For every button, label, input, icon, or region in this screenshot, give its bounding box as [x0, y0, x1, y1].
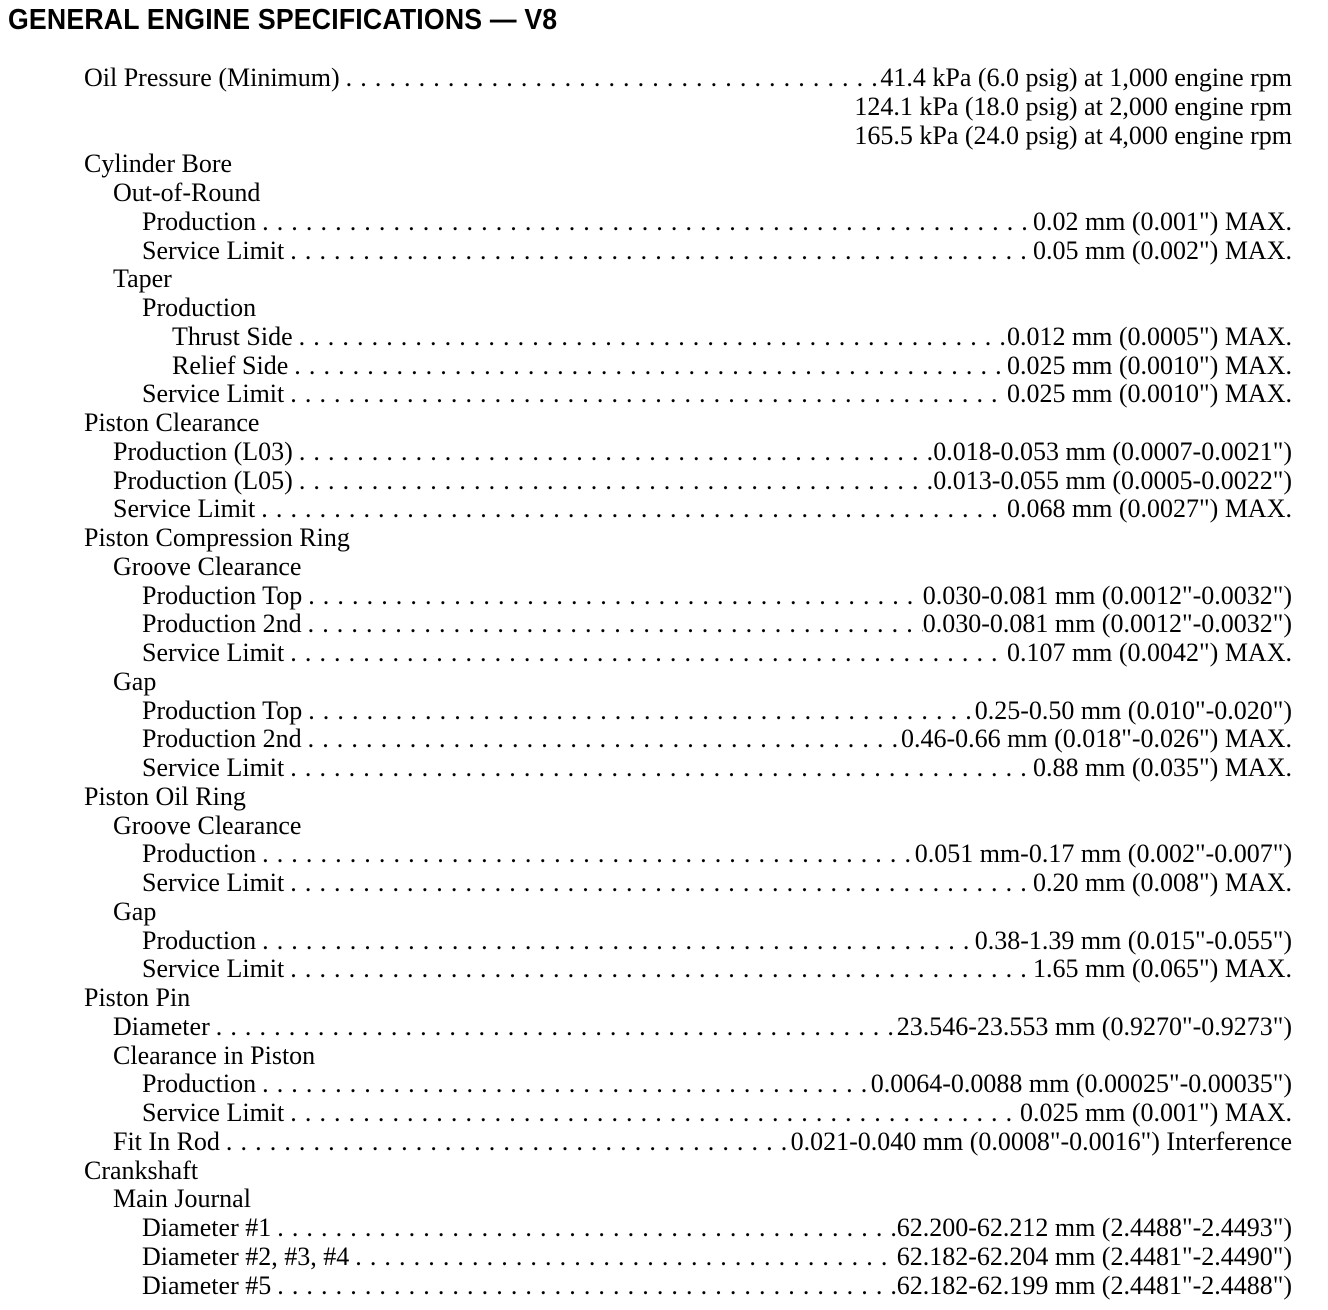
- dot-leader: [288, 352, 1007, 381]
- spec-label: Service Limit: [142, 236, 285, 265]
- spec-value: 0.20 mm (0.008") MAX.: [1032, 869, 1292, 897]
- spec-row: [84, 352, 1292, 381]
- spec-label: Fit In Rod: [113, 1127, 220, 1156]
- dot-leader: [284, 1099, 1020, 1128]
- spec-label: Out-of-Round: [113, 179, 261, 207]
- spec-row: [84, 265, 1292, 294]
- spec-value: 62.182-62.199 mm (2.4481"-2.4488"): [896, 1271, 1292, 1300]
- spec-label: Production Top: [142, 696, 303, 725]
- dot-leader: [293, 438, 933, 467]
- dot-leader: [256, 927, 975, 956]
- spec-value: 0.107 mm (0.0042") MAX.: [1006, 639, 1292, 667]
- dot-leader: [302, 582, 922, 611]
- spec-row: [84, 754, 1292, 783]
- spec-row: [84, 467, 1292, 496]
- spec-value: 41.4 kPa (6.0 psig) at 1,000 engine rpm: [880, 64, 1292, 92]
- spec-label: Service Limit: [142, 754, 285, 782]
- spec-label: Diameter: [113, 1012, 210, 1041]
- spec-value: 0.0064-0.0088 mm (0.00025"-0.00035"): [870, 1070, 1292, 1099]
- dot-leader: [255, 495, 1007, 524]
- spec-label: Groove Clearance: [113, 552, 302, 581]
- spec-row: [84, 1214, 1292, 1243]
- spec-label: Service Limit: [142, 380, 285, 409]
- spec-list: [84, 64, 1292, 1300]
- spec-label: Diameter #5: [142, 1271, 272, 1300]
- spec-value: 124.1 kPa (18.0 psig) at 2,000 engine rpm: [854, 92, 1292, 121]
- dot-leader: [293, 323, 1007, 352]
- spec-value: 165.5 kPa (24.0 psig) at 4,000 engine rpm: [854, 121, 1292, 150]
- spec-value: 0.88 mm (0.035") MAX.: [1032, 754, 1292, 782]
- spec-row: [84, 668, 1292, 697]
- spec-value: 0.068 mm (0.0027") MAX.: [1006, 495, 1292, 524]
- spec-row: [84, 1042, 1292, 1071]
- spec-label: Service Limit: [142, 955, 285, 984]
- spec-label: Piston Oil Ring: [84, 782, 246, 811]
- spec-label: Production: [142, 926, 257, 955]
- dot-leader: [256, 208, 1033, 237]
- dot-leader: [256, 840, 915, 869]
- spec-label: Production 2nd: [142, 610, 302, 639]
- spec-row: [84, 812, 1292, 841]
- spec-value: 0.021-0.040 mm (0.0008"-0.0016") Interference: [790, 1127, 1292, 1156]
- spec-value: 0.025 mm (0.001") MAX.: [1019, 1099, 1292, 1127]
- spec-row: [84, 524, 1292, 553]
- spec-row: [84, 898, 1292, 927]
- spec-label: Taper: [113, 265, 172, 294]
- spec-row: [84, 64, 1292, 93]
- spec-label: Production (L03): [113, 437, 293, 466]
- spec-row: [84, 208, 1292, 237]
- dot-leader: [220, 1128, 791, 1157]
- spec-value: 0.030-0.081 mm (0.0012"-0.0032"): [922, 610, 1292, 639]
- spec-label: Diameter #2, #3, #4: [142, 1242, 350, 1271]
- spec-row: [84, 1185, 1292, 1214]
- spec-row: [84, 122, 1292, 151]
- dot-leader: [271, 1272, 896, 1301]
- spec-row: [84, 1013, 1292, 1042]
- dot-leader: [210, 1013, 897, 1042]
- spec-row: [84, 237, 1292, 266]
- dot-leader: [284, 380, 1007, 409]
- spec-label: Piston Clearance: [84, 409, 260, 437]
- spec-label: Production: [142, 840, 257, 869]
- spec-label: Crankshaft: [84, 1156, 199, 1185]
- spec-row: [84, 1243, 1292, 1272]
- spec-label: Service Limit: [142, 639, 285, 667]
- dot-leader: [302, 725, 901, 754]
- spec-value: 0.38-1.39 mm (0.015"-0.055"): [974, 926, 1292, 955]
- spec-label: Piston Pin: [84, 984, 191, 1012]
- spec-row: [84, 697, 1292, 726]
- dot-leader: [284, 754, 1033, 783]
- spec-row: [84, 869, 1292, 898]
- dot-leader: [284, 869, 1033, 898]
- dot-leader: [349, 1243, 896, 1272]
- spec-label: Production Top: [142, 581, 303, 610]
- spec-label: Service Limit: [142, 1099, 285, 1127]
- spec-row: [84, 955, 1292, 984]
- dot-leader: [302, 610, 923, 639]
- spec-row: [84, 380, 1292, 409]
- dot-leader: [284, 639, 1007, 668]
- spec-label: Thrust Side: [172, 322, 293, 351]
- spec-label: Piston Compression Ring: [84, 524, 350, 552]
- spec-value: 0.030-0.081 mm (0.0012"-0.0032"): [922, 581, 1292, 610]
- spec-row: [84, 639, 1292, 668]
- spec-row: [84, 150, 1292, 179]
- spec-row: [84, 553, 1292, 582]
- spec-value: 0.025 mm (0.0010") MAX.: [1006, 380, 1292, 409]
- dot-leader: [284, 237, 1033, 266]
- spec-value: 0.05 mm (0.002") MAX.: [1032, 236, 1292, 265]
- spec-label: Service Limit: [142, 869, 285, 897]
- spec-row: [84, 1157, 1292, 1186]
- spec-row: [84, 984, 1292, 1013]
- spec-label: Gap: [113, 667, 157, 696]
- dot-leader: [302, 697, 974, 726]
- spec-row: [84, 438, 1292, 467]
- spec-value: 0.02 mm (0.001") MAX.: [1032, 207, 1292, 236]
- spec-row: [84, 1099, 1292, 1128]
- spec-row: [84, 1272, 1292, 1301]
- spec-label: Clearance in Piston: [113, 1041, 316, 1070]
- spec-row: [84, 1070, 1292, 1099]
- spec-row: [84, 294, 1292, 323]
- spec-value: 23.546-23.553 mm (0.9270"-0.9273"): [896, 1012, 1292, 1041]
- spec-label: Relief Side: [172, 351, 289, 380]
- spec-row: [84, 409, 1292, 438]
- spec-label: Main Journal: [113, 1185, 251, 1214]
- spec-label: Service Limit: [113, 495, 256, 524]
- spec-label: Production: [142, 207, 257, 236]
- spec-value: 0.013-0.055 mm (0.0005-0.0022"): [933, 466, 1292, 495]
- spec-row: [84, 725, 1292, 754]
- spec-row: [84, 840, 1292, 869]
- spec-value: 62.200-62.212 mm (2.4488"-2.4493"): [896, 1214, 1292, 1242]
- spec-row: [84, 927, 1292, 956]
- dot-leader: [293, 467, 933, 496]
- dot-leader: [271, 1214, 896, 1243]
- spec-label: Production: [142, 294, 257, 322]
- dot-leader: [340, 64, 881, 93]
- spec-label: Gap: [113, 897, 157, 926]
- spec-label: Cylinder Bore: [84, 150, 233, 179]
- spec-row: [84, 610, 1292, 639]
- spec-value: 0.018-0.053 mm (0.0007-0.0021"): [933, 437, 1292, 466]
- spec-value: 0.025 mm (0.0010") MAX.: [1006, 351, 1292, 380]
- spec-value: 62.182-62.204 mm (2.4481"-2.4490"): [896, 1242, 1292, 1271]
- spec-label: Production (L05): [113, 466, 293, 495]
- spec-row: [84, 582, 1292, 611]
- spec-label: Oil Pressure (Minimum): [84, 64, 340, 92]
- spec-label: Production: [142, 1070, 257, 1099]
- spec-value: 1.65 mm (0.065") MAX.: [1032, 955, 1292, 984]
- spec-row: [84, 783, 1292, 812]
- spec-row: [84, 1128, 1292, 1157]
- dot-leader: [284, 955, 1033, 984]
- spec-value: 0.051 mm-0.17 mm (0.002"-0.007"): [914, 840, 1292, 869]
- spec-row: [84, 93, 1292, 122]
- spec-value: 0.25-0.50 mm (0.010"-0.020"): [974, 696, 1292, 725]
- spec-value: 0.012 mm (0.0005") MAX.: [1006, 322, 1292, 351]
- dot-leader: [256, 1070, 871, 1099]
- spec-row: [84, 323, 1292, 352]
- spec-row: [84, 179, 1292, 208]
- page-title: GENERAL ENGINE SPECIFICATIONS — V8: [8, 4, 558, 36]
- spec-row: [84, 495, 1292, 524]
- spec-value: 0.46-0.66 mm (0.018"-0.026") MAX.: [901, 725, 1292, 754]
- spec-label: Groove Clearance: [113, 811, 302, 840]
- spec-label: Diameter #1: [142, 1214, 272, 1242]
- spec-label: Production 2nd: [142, 725, 302, 754]
